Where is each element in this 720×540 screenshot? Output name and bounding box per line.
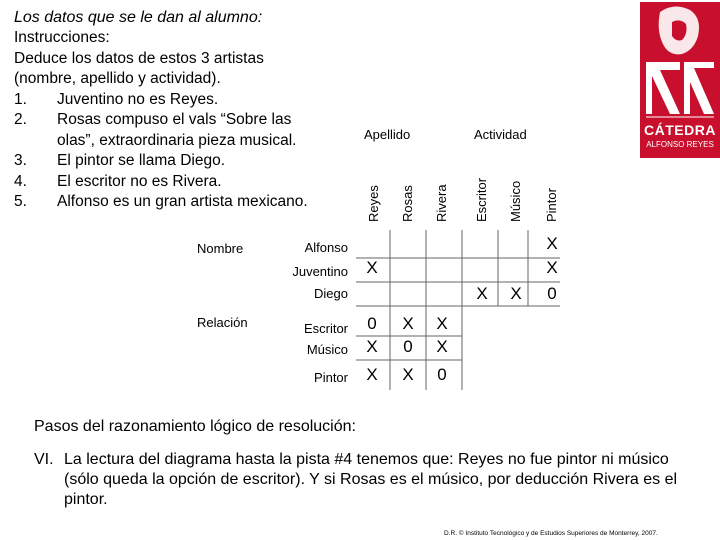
clue-3 [14, 151, 344, 172]
clue-1 [14, 90, 344, 111]
column-header-reyes: Reyes [366, 185, 381, 222]
paragraph-label: VI. [34, 451, 54, 468]
clue-text: Alfonso es un gran artista mexicano. [57, 193, 308, 210]
cell-escritor-rivera: X [436, 314, 448, 333]
page-title: Los datos que se le dan al alumno: [14, 9, 263, 26]
cell-escritor-rosas: X [402, 314, 414, 333]
instructions-heading: Instrucciones: [14, 29, 110, 46]
clue-number: 4. [14, 172, 27, 190]
column-header-escritor: Escritor [474, 177, 489, 222]
catedra-alfonso-reyes-logo [640, 2, 720, 158]
instructions-line-1: Deduce los datos de estos 3 artistas [14, 49, 264, 67]
cell-escritor-reyes: 0 [367, 314, 377, 333]
section-label-nombre: Nombre [197, 241, 244, 256]
reasoning-paragraph [34, 450, 694, 510]
cell-diego-musico: X [510, 284, 522, 303]
copyright-footer: D.R. © Instituto Tecnológico y de Estudios Superiores de Monterrey, 2007. [444, 530, 658, 537]
row-label-juventino: Juventino [292, 264, 348, 279]
logo-text-alfonso-reyes: ALFONSO REYES [646, 140, 714, 149]
row-label-diego: Diego [314, 286, 348, 301]
clue-text: Juventino no es Reyes. [57, 90, 219, 108]
instructions-line-2: (nombre, apellido y actividad). [14, 70, 221, 87]
section-label-relacion: Relación [197, 315, 248, 330]
cell-diego-pintor: 0 [547, 284, 557, 303]
column-header-rosas: Rosas [400, 185, 415, 222]
paragraph-text: La lectura del diagrama hasta la pista #4 tenemos que: Reyes no fue pintor ni músico (sólo queda la opción de escritor). Y si Rosas es el músico, por deducción Rivera es el pintor. [64, 451, 678, 508]
cell-pintor-rivera: 0 [437, 365, 447, 384]
clue-4 [14, 172, 344, 193]
clue-number: 3. [14, 152, 27, 169]
row-label-alfonso: Alfonso [304, 240, 348, 255]
column-header-pintor: Pintor [544, 188, 559, 222]
group-header-actividad: Actividad [474, 127, 527, 142]
cell-musico-reyes: X [366, 337, 378, 356]
row-label-escritor: Escritor [303, 321, 348, 336]
clue-5 [14, 192, 344, 213]
clue-number: 1. [14, 90, 27, 108]
clue-number: 5. [14, 193, 27, 210]
column-header-rivera: Rivera [434, 184, 449, 222]
cell-alfonso-pintor: X [546, 234, 558, 253]
cell-musico-rivera: X [436, 337, 448, 356]
row-label-musico: Músico [306, 342, 348, 357]
steps-heading: Pasos del razonamiento lógico de resolución: [34, 418, 356, 435]
cell-juventino-reyes: X [366, 258, 378, 277]
column-header-musico: Músico [508, 180, 523, 222]
cell-musico-rosas: 0 [403, 337, 413, 356]
cell-diego-escritor: X [476, 284, 488, 303]
instructions [14, 28, 344, 213]
logo-text-catedra: CÁTEDRA [644, 122, 716, 138]
cell-pintor-rosas: X [402, 365, 414, 384]
clue-number: 2. [14, 111, 27, 128]
clue-text: El pintor se llama Diego. [57, 152, 225, 169]
clue-text: Rosas compuso el vals “Sobre las olas”, extraordinaria pieza musical. [57, 111, 297, 149]
cell-pintor-reyes: X [366, 365, 378, 384]
group-header-apellido: Apellido [364, 127, 411, 142]
row-label-pintor: Pintor [314, 370, 348, 385]
cell-juventino-pintor: X [546, 258, 558, 277]
clue-text: El escritor no es Rivera. [57, 172, 222, 190]
clue-2 [14, 110, 344, 151]
